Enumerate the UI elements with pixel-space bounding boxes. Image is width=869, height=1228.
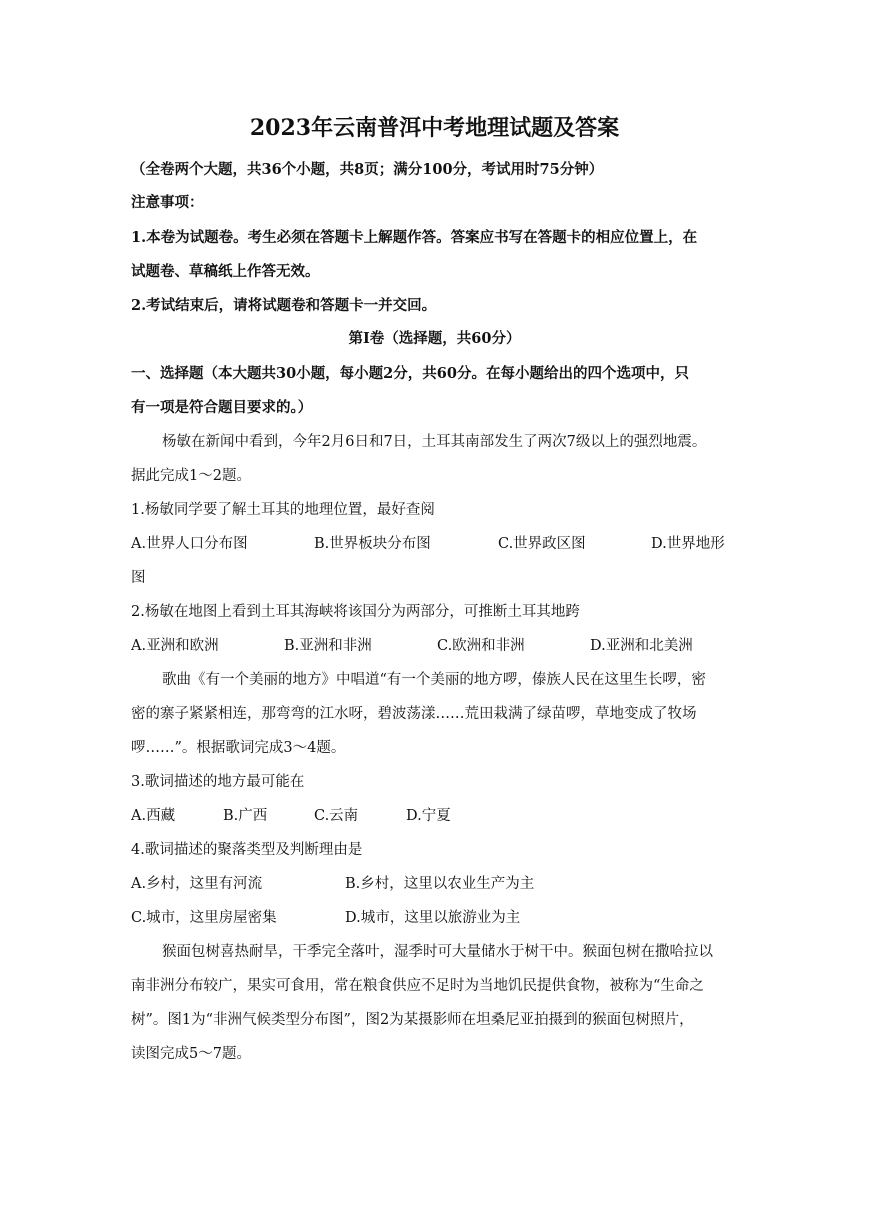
passage-3-line-3: 树”。图1为“非洲气候类型分布图”，图2为某摄影师在坦桑尼亚拍摄到的猴面包树照片， xyxy=(131,1012,694,1028)
question-1-option-d: D.世界地形 xyxy=(651,536,725,552)
section-one-heading-cont: 有一项是符合题目要求的。） xyxy=(131,399,313,416)
passage-2-line-3: 啰……”。根据歌词完成3～4题。 xyxy=(131,740,346,756)
question-2-option-c: C.欧洲和非洲 xyxy=(437,638,525,654)
passage-3-line-4: 读图完成5～7题。 xyxy=(131,1046,251,1062)
part-one-title: 第Ⅰ卷（选择题，共60分） xyxy=(348,330,521,347)
notice-item-1-cont: 试题卷、草稿纸上作答无效。 xyxy=(131,263,320,280)
page-title: 2023年云南普洱中考地理试题及答案 xyxy=(249,115,620,141)
question-1-option-d-cont: 图 xyxy=(131,570,146,586)
question-1-option-c: C.世界政区图 xyxy=(498,536,586,552)
question-4-option-b: B.乡村，这里以农业生产为主 xyxy=(345,876,535,892)
question-4-option-a: A.乡村，这里有河流 xyxy=(131,876,263,892)
passage-1-line-2: 据此完成1～2题。 xyxy=(131,468,251,484)
passage-2-line-1: 歌曲《有一个美丽的地方》中唱道“有一个美丽的地方啰，傣族人民在这里生长啰，密 xyxy=(162,672,706,688)
section-one-heading: 一、选择题（本大题共30小题，每小题2分，共60分。在每小题给出的四个选项中，只 xyxy=(131,365,689,382)
question-2-option-a: A.亚洲和欧洲 xyxy=(131,638,219,654)
notice-heading: 注意事项： xyxy=(131,194,204,211)
question-1-stem: 1.杨敏同学要了解土耳其的地理位置，最好查阅 xyxy=(131,502,435,518)
question-3-option-d: D.宁夏 xyxy=(406,808,451,824)
question-1-option-b: B.世界板块分布图 xyxy=(314,536,431,552)
question-3-option-b: B.广西 xyxy=(223,808,268,824)
question-3-stem: 3.歌词描述的地方最可能在 xyxy=(131,774,305,790)
question-4-option-d: D.城市，这里以旅游业为主 xyxy=(345,910,521,926)
passage-1-line-1: 杨敏在新闻中看到，今年2月6日和7日，土耳其南部发生了两次7级以上的强烈地震。 xyxy=(162,434,707,450)
question-3-option-a: A.西藏 xyxy=(131,808,176,824)
question-2-stem: 2.杨敏在地图上看到土耳其海峡将该国分为两部分，可推断土耳其地跨 xyxy=(131,604,580,620)
exam-subtitle: （全卷两个大题，共36个小题，共8页；满分100分，考试用时75分钟） xyxy=(131,161,604,178)
notice-item-1: 1.本卷为试题卷。考生必须在答题卡上解题作答。答案应书写在答题卡的相应位置上，在 xyxy=(131,229,698,246)
notice-item-2: 2.考试结束后，请将试题卷和答题卡一并交回。 xyxy=(131,297,437,314)
question-2-option-d: D.亚洲和北美洲 xyxy=(590,638,693,654)
passage-2-line-2: 密的寨子紧紧相连，那弯弯的江水呀，碧波荡漾……荒田栽满了绿苗啰，草地变成了牧场 xyxy=(131,706,697,722)
passage-3-line-1: 猴面包树喜热耐旱，干季完全落叶，湿季时可大量储水于树干中。猴面包树在撒哈拉以 xyxy=(162,944,713,960)
question-1-option-a: A.世界人口分布图 xyxy=(131,536,248,552)
question-3-option-c: C.云南 xyxy=(314,808,359,824)
question-4-stem: 4.歌词描述的聚落类型及判断理由是 xyxy=(131,842,363,858)
question-2-option-b: B.亚洲和非洲 xyxy=(284,638,372,654)
passage-3-line-2: 南非洲分布较广，果实可食用，常在粮食供应不足时为当地饥民提供食物，被称为“生命之 xyxy=(131,978,704,994)
question-4-option-c: C.城市，这里房屋密集 xyxy=(131,910,277,926)
